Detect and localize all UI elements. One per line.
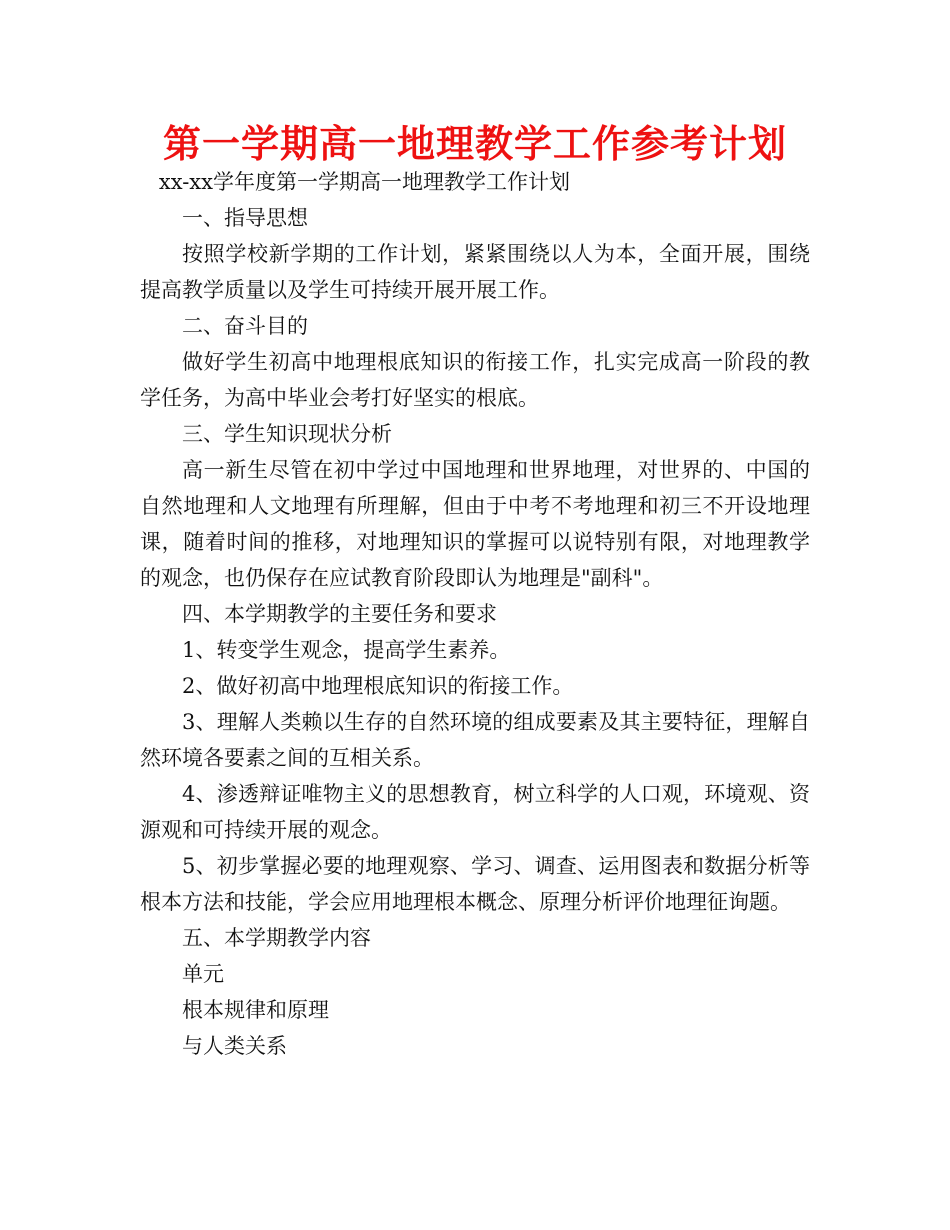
paragraph: 按照学校新学期的工作计划，紧紧围绕以人为本，全面开展，围绕提高教学质量以及学生可持续开展开展工作。 (140, 242, 810, 302)
section-heading-guiding-ideology: 一、指导思想 (182, 206, 308, 230)
table-cell-text: 单元 (182, 962, 224, 986)
table-cell-text: 根本规律和原理 (182, 998, 329, 1022)
document-body (140, 164, 810, 1064)
table-cell-text: 与人类关系 (182, 1034, 287, 1058)
document-title: 第一学期高一地理教学工作参考计划 (162, 122, 787, 166)
list-item: 2、做好初高中地理根底知识的衔接工作。 (182, 674, 574, 698)
section-heading-content: 五、本学期教学内容 (182, 926, 371, 950)
paragraph: 高一新生尽管在初中学过中国地理和世界地理，对世界的、中国的自然地理和人文地理有所理解，但由于中考不考地理和初三不开设地理课，随着时间的推移，对地理知识的掌握可以说特别有限，对地理教学的观念，也仍保存在应试教育阶段即认为地理是"副科"。 (140, 458, 810, 590)
section-heading-student-analysis: 三、学生知识现状分析 (182, 422, 392, 446)
document-subtitle: xx-xx学年度第一学期高一地理教学工作计划 (158, 170, 570, 194)
section-heading-tasks: 四、本学期教学的主要任务和要求 (182, 602, 497, 626)
list-item: 5、初步掌握必要的地理观察、学习、调查、运用图表和数据分析等根本方法和技能，学会应用地理根本概念、原理分析评价地理征询题。 (140, 854, 810, 914)
list-item: 1、转变学生观念，提高学生素养。 (182, 638, 511, 662)
list-item: 3、理解人类赖以生存的自然环境的组成要素及其主要特征，理解自然环境各要素之间的互相关系。 (140, 710, 810, 770)
list-item: 4、渗透辩证唯物主义的思想教育，树立科学的人口观，环境观、资源观和可持续开展的观念。 (140, 782, 810, 842)
paragraph: 做好学生初高中地理根底知识的衔接工作，扎实完成高一阶段的教学任务，为高中毕业会考打好坚实的根底。 (140, 350, 810, 410)
section-heading-goals: 二、奋斗目的 (182, 314, 308, 338)
